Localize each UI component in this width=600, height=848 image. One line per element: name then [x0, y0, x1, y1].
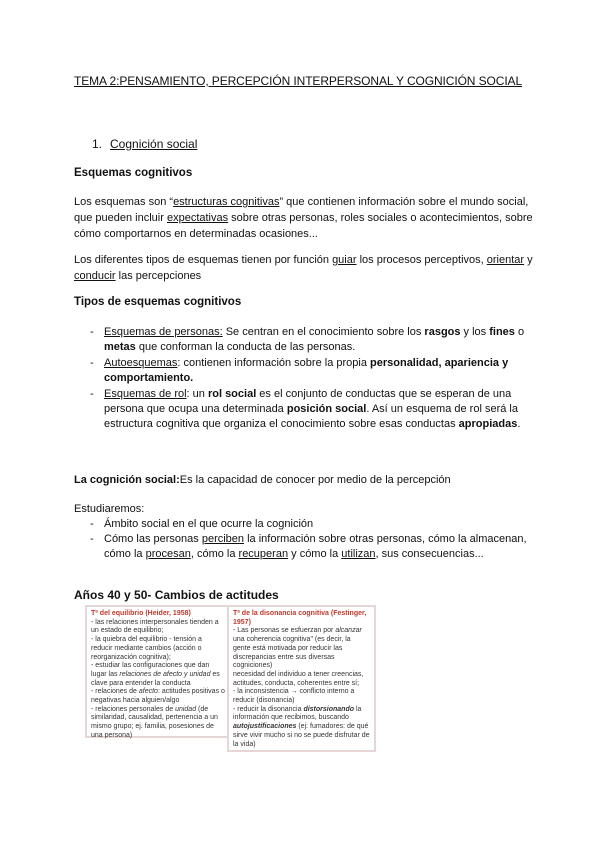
- term-orientar: orientar: [486, 254, 525, 266]
- list-item-autoesquemas: [74, 356, 534, 386]
- term: Esquemas de personas:: [104, 326, 223, 338]
- paragraph-esquemas-definicion: [74, 194, 534, 242]
- text: sobre otras personas, roles sociales o acontecimientos, sobre cómo comportarnos en determinadas ocasiones...: [74, 212, 533, 240]
- text: o: [514, 326, 525, 338]
- box-line: [233, 627, 370, 671]
- bold-text: apropiadas: [458, 418, 518, 430]
- text: es clave para entender la conducta: [91, 670, 220, 687]
- bold-text: metas: [104, 341, 136, 353]
- text: la información sobre otras personas, cómo la almacenan, cómo la: [104, 533, 527, 560]
- text: una coherencia cognitiva" (es decir, la gente está motivada por reducir las discrepancias entre sus diversas cogniciones): [233, 636, 351, 670]
- box-line: [91, 706, 225, 741]
- text: , sus consecuencias...: [375, 548, 484, 560]
- list-item-esquemas-personas: [74, 325, 534, 355]
- text: (ej: fumadores: de qué sirve vivir mucho si no se puede disfrutar de la vida): [233, 723, 370, 748]
- text: , cómo la: [190, 548, 239, 560]
- term-utilizan: utilizan: [341, 548, 376, 560]
- italic-text: alcanzar: [335, 627, 362, 635]
- heading-esquemas-cognitivos: Esquemas cognitivos: [74, 167, 193, 179]
- text: ” que contienen información sobre el mundo social, que pueden incluir: [74, 196, 529, 224]
- text: y cómo la: [288, 548, 342, 560]
- text: : contienen información sobre la propia: [177, 357, 371, 369]
- text: y los: [460, 326, 490, 338]
- heading-anos-40-50: Años 40 y 50- Cambios de actitudes: [74, 588, 279, 602]
- italic-text: relaciones de afecto y unidad: [119, 670, 211, 678]
- text: Se centran en el conocimiento sobre los: [222, 326, 425, 338]
- text: - relaciones de: [91, 688, 139, 696]
- text: Cómo las personas: [104, 533, 202, 545]
- bold-text: rol social: [207, 388, 257, 400]
- text: y: [524, 254, 533, 266]
- list-tipos-esquemas: [74, 325, 534, 432]
- term-guiar: guiar: [332, 254, 357, 266]
- estudiaremos-intro: Estudiaremos:: [74, 503, 145, 515]
- page-title: TEMA 2:PENSAMIENTO, PERCEPCIÓN INTERPERSONAL Y COGNICIÓN SOCIAL: [74, 74, 523, 88]
- bold-text: fines: [489, 326, 515, 338]
- bold-text: La cognición social:: [74, 474, 180, 486]
- box-line: - las relaciones interpersonales tienden a un estado de equilibrio;: [91, 618, 219, 635]
- text: - relaciones personales de: [91, 705, 176, 713]
- term-perciben: perciben: [201, 533, 245, 545]
- text: Es la capacidad de conocer por medio de la percepción: [179, 474, 451, 486]
- list-item-esquemas-rol: [74, 387, 534, 432]
- section-title: Cognición social: [110, 137, 198, 151]
- box-teoria-disonancia: [228, 606, 375, 751]
- bold-italic-text: distorsionando: [303, 705, 354, 713]
- text: (de similaridad, causalidad, pertenencia a un mismo grupo; ej. familia, posesiones de una persona): [91, 705, 218, 739]
- text: : actitudes positivas o negativas hacia alguien/algo: [91, 688, 225, 705]
- list-item-ambito-social: - Ámbito social en el que ocurre la cognición: [74, 517, 534, 532]
- box-title: Tª de la disonancia cognitiva (Festinger, 1957): [233, 610, 367, 626]
- paragraph-esquemas-funcion: [74, 252, 534, 284]
- box-line: - la inconsistencia → conflicto interno a reducir (disonancia): [233, 688, 355, 705]
- italic-text: afecto: [138, 688, 158, 696]
- text: los procesos perceptivos,: [356, 254, 487, 266]
- text: . Así un esquema de rol será la estructura cognitiva que organiza el conocimiento sobre esas conductas: [104, 403, 518, 430]
- text: la información que recibimos, buscando: [233, 705, 362, 722]
- term-recuperan: recuperan: [238, 548, 289, 560]
- box-line: [233, 706, 370, 750]
- box-title: Tª del equilibrio (Heider, 1958): [91, 610, 191, 617]
- text: Los diferentes tipos de esquemas tienen por función: [74, 254, 333, 266]
- term-estructuras-cognitivas: estructuras cognitivas: [173, 196, 280, 208]
- term: Autoesquemas: [104, 357, 178, 369]
- text: las percepciones: [115, 270, 202, 282]
- text: Los esquemas son “: [74, 196, 174, 208]
- bold-text: posición social: [286, 403, 367, 415]
- paragraph-cognicion-social: [74, 472, 534, 488]
- box-line: - la quiebra del equilibrio - tensión a reducir mediante cambios (acción o reorganización cognitiva);: [91, 636, 202, 661]
- text: .: [517, 418, 521, 430]
- box-line: necesidad del individuo a tener creencias, actitudes, conducta, coherentes entre sí;: [233, 670, 364, 687]
- box-teoria-equilibrio: [86, 606, 230, 737]
- bold-italic-text: autojustificaciones: [233, 723, 297, 731]
- list-estudiaremos: [74, 517, 534, 562]
- text: que conforman la conducta de las personas.: [135, 341, 356, 353]
- text: - estudiar las configuraciones que dan lugar las: [91, 662, 210, 678]
- text: - reducir la disonancia: [233, 705, 304, 713]
- text: - Las personas se esfuerzan por: [233, 627, 336, 635]
- italic-text: unidad: [175, 705, 197, 713]
- term-conducir: conducir: [74, 270, 116, 282]
- bold-text: personalidad, apariencia y comportamiento.: [104, 357, 509, 384]
- section-number: 1.: [92, 137, 103, 151]
- list-item-como-perciben: [74, 532, 534, 562]
- section-heading-cognicion-social: [92, 137, 197, 151]
- term: Esquemas de rol: [104, 388, 187, 400]
- bold-text: rasgos: [424, 326, 461, 338]
- heading-tipos-esquemas: Tipos de esquemas cognitivos: [74, 296, 242, 308]
- text: es el conjunto de conductas que se esperan de una persona que ocupa una determinada: [104, 388, 512, 415]
- term-procesan: procesan: [145, 548, 191, 560]
- term-expectativas: expectativas: [166, 212, 229, 224]
- text: : un: [186, 388, 208, 400]
- box-line: [91, 662, 225, 688]
- box-line: [91, 688, 225, 705]
